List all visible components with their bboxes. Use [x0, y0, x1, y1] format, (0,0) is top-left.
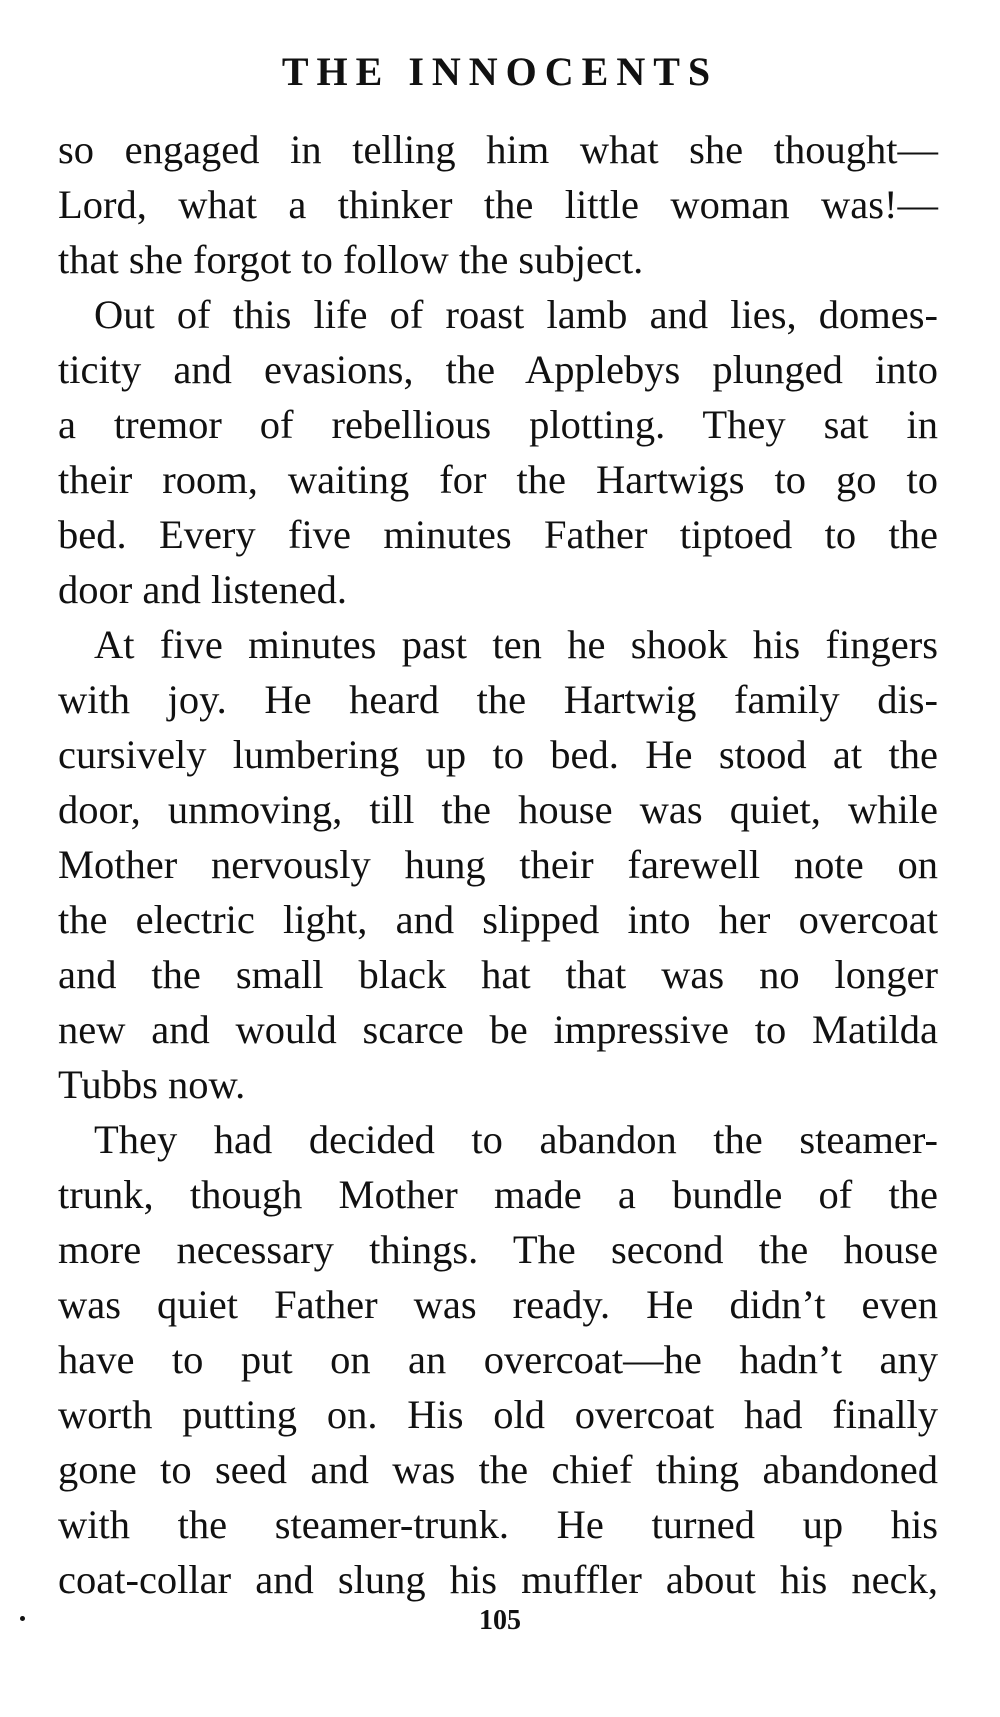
text-line: trunk, though Mother made a bundle of the: [58, 1172, 938, 1217]
text-line: with the steamer-trunk. He turned up his: [58, 1502, 938, 1547]
text-line: their room, waiting for the Hartwigs to go to: [58, 457, 938, 502]
page-number: 105: [479, 1605, 521, 1636]
paragraph: [58, 1112, 938, 1607]
text-line: the electric light, and slipped into her overcoat: [58, 897, 938, 942]
text-line: with joy. He heard the Hartwig family dis-: [58, 677, 938, 722]
text-line: a tremor of rebellious plotting. They sat in: [58, 402, 938, 447]
text-line: and the small black hat that was no longer: [58, 952, 938, 997]
text-line: They had decided to abandon the steamer-: [94, 1117, 938, 1162]
text-line: door, unmoving, till the house was quiet, while: [58, 787, 938, 832]
text-line: door and listened.: [58, 567, 348, 612]
text-line: worth putting on. His old overcoat had finally: [58, 1392, 938, 1437]
body-text: [58, 122, 938, 1607]
text-line: Out of this life of roast lamb and lies, domes-: [94, 292, 938, 337]
text-line: so engaged in telling him what she thought—: [58, 127, 938, 172]
text-line: At five minutes past ten he shook his fingers: [94, 622, 938, 667]
text-line: Tubbs now.: [58, 1062, 246, 1107]
paragraph: [58, 122, 938, 287]
text-line: bed. Every five minutes Father tiptoed to the: [58, 512, 938, 557]
text-line: that she forgot to follow the subject.: [58, 237, 644, 282]
text-line: Lord, what a thinker the little woman was!—: [58, 182, 938, 227]
running-header: THE INNOCENTS: [281, 49, 719, 94]
text-line: ticity and evasions, the Applebys plunged into: [58, 347, 938, 392]
text-line: cursively lumbering up to bed. He stood at the: [58, 732, 938, 777]
text-line: was quiet Father was ready. He didn’t even: [58, 1282, 938, 1327]
text-line: have to put on an overcoat—he hadn’t any: [58, 1337, 938, 1382]
text-line: coat-collar and slung his muffler about his neck,: [58, 1557, 938, 1602]
text-line: new and would scarce be impressive to Matilda: [58, 1007, 938, 1052]
text-line: Mother nervously hung their farewell note on: [58, 842, 938, 887]
text-line: more necessary things. The second the house: [58, 1227, 938, 1272]
text-line: gone to seed and was the chief thing abandoned: [58, 1447, 938, 1492]
paragraph: [58, 287, 938, 617]
paragraph: [58, 617, 938, 1112]
